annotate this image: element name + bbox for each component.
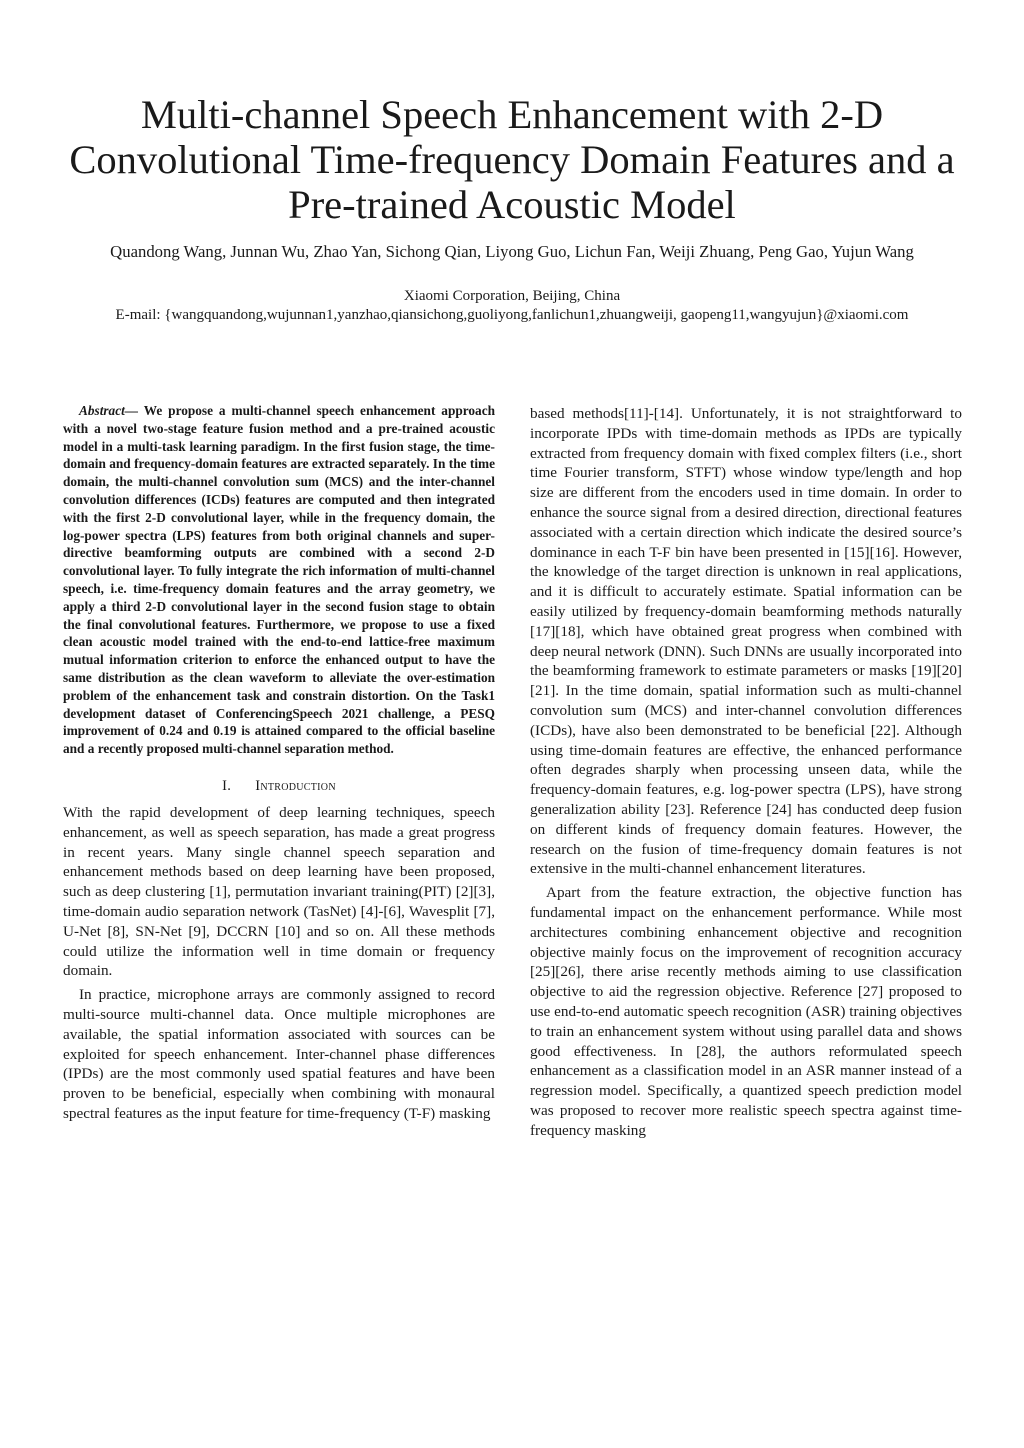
section-heading-introduction	[63, 778, 495, 795]
section-title: Introduction	[255, 777, 336, 794]
abstract	[63, 402, 495, 758]
abstract-text: We propose a multi-channel speech enhancement approach with a novel two-stage feature fusion method and a pre-trained acoustic model in a multi-task learning paradigm. In the first fusion stage, the time-domain and frequency-domain features are extracted separately. In the time domain, the multi-channel convolution sum (MCS) and the inter-channel convolution differences (ICDs) features are computed and then integrated with the first 2-D convolutional layer, while in the frequency domain, the log-power spectra (LPS) features from both original channels and super-directive beamforming outputs are combined with a second 2-D convolutional layer. To fully integrate the rich information of multi-channel speech, i.e. time-frequency domain features and the array geometry, we apply a third 2-D convolutional layer in the second fusion stage to obtain the final convolutional features. Furthermore, we propose to use a fixed clean acoustic model trained with the end-to-end lattice-free maximum mutual information criterion to enforce the enhanced output to have the same distribution as the clean waveform to alleviate the over-estimation problem of the enhancement task and constrain distortion. On the Task1 development dataset of ConferencingSpeech 2021 challenge, a PESQ improvement of 0.24 and 0.19 is attained compared to the official baseline and a recently proposed multi-channel separation method.	[63, 403, 495, 757]
right-paragraph-2: Apart from the feature extraction, the objective function has fundamental impact on the enhancement performance. While most architectures combining enhancement objective and recognition objective mainly focus on the improvement of recognition accuracy [25][26], there arise recently methods aiming to use classification objective to aid the regression objective. Reference [27] proposed to use end-to-end automatic speech recognition (ASR) training objectives to train an enhancement system without using parallel data and shows good effectiveness. In [28], the authors reformulated speech enhancement as a classification model in an ASR manner instead of a regression model. Specifically, a quantized speech prediction model was proposed to recover more realistic speech spectra against time-frequency masking	[530, 884, 962, 1139]
email-line: E-mail: {wangquandong,wujunnan1,yanzhao,qiansichong,guoliyong,fanlichun1,zhuangweiji, gaopeng11,wangyujun}@xiaomi.com	[115, 307, 909, 323]
author-list: Quandong Wang, Junnan Wu, Zhao Yan, Sichong Qian, Liyong Guo, Lichun Fan, Weiji Zhuang, Peng Gao, Yujun Wang	[110, 242, 914, 261]
intro-paragraph-2: In practice, microphone arrays are commonly assigned to record multi-source multi-channel data. Once multiple microphones are available, the spatial information associated with sources can be exploited for speech enhancement. Inter-channel phase differences (IPDs) are the most commonly used spatial features and have been proven to be beneficial, especially when combining with monaural spectral features as the input feature for time-frequency (T-F) masking	[63, 986, 495, 1122]
paper-title: Multi-channel Speech Enhancement with 2-D Convolutional Time-frequency Domain Features and a Pre-trained Acoustic Model	[69, 92, 955, 227]
right-column	[530, 404, 962, 1144]
left-column	[63, 402, 495, 1128]
intro-paragraph-1: With the rapid development of deep learning techniques, speech enhancement, as well as speech separation, has made a great progress in recent years. Many single channel speech separation and enhancement methods based on deep learning have been proposed, such as deep clustering [1], permutation invariant training(PIT) [2][3], time-domain audio separation network (TasNet) [4]-[6], Wavesplit [7], U-Net [8], SN-Net [9], DCCRN [10] and so on. All these methods could utilize the information well in time domain or frequency domain.	[63, 803, 495, 980]
right-paragraph-1: based methods[11]-[14]. Unfortunately, it is not straightforward to incorporate IPDs with time-domain methods as IPDs are typically extracted from frequency domain with fixed complex filters (i.e., short time Fourier transform, STFT) whose window type/length and hop size are different from the encoders used in time domain. In order to enhance the source signal from a desired direction, directional features associated with a certain direction which indicate the desired source’s dominance in each T-F bin have been presented in [15][16]. However, the knowledge of the target direction is unknown in real applications, and it is difficult to accurately estimate. Spatial information can be easily utilized by frequency-domain beamforming methods naturally [17][18], which have obtained great progress when combined with deep neural network (DNN). Such DNNs are usually incorporated into the beamforming framework to estimate parameters or masks [19][20][21]. In the time domain, spatial information such as multi-channel convolution sum (MCS) and inter-channel convolution differences (ICDs), have also been demonstrated to be beneficial [22]. Although using time-domain features are effective, the enhanced performance often degrades sharply when processing unseen data, while the frequency-domain features, e.g. log-power spectra (LPS), have strong generalization ability [23]. Reference [24] has conducted deep fusion on different kinds of frequency domain features. However, the research on the fusion of time-frequency domain features is not extensive in the multi-channel enhancement literatures.	[530, 405, 962, 878]
section-number: I.	[222, 777, 232, 794]
abstract-label: Abstract—	[79, 403, 139, 418]
affiliation: Xiaomi Corporation, Beijing, China	[403, 288, 621, 304]
